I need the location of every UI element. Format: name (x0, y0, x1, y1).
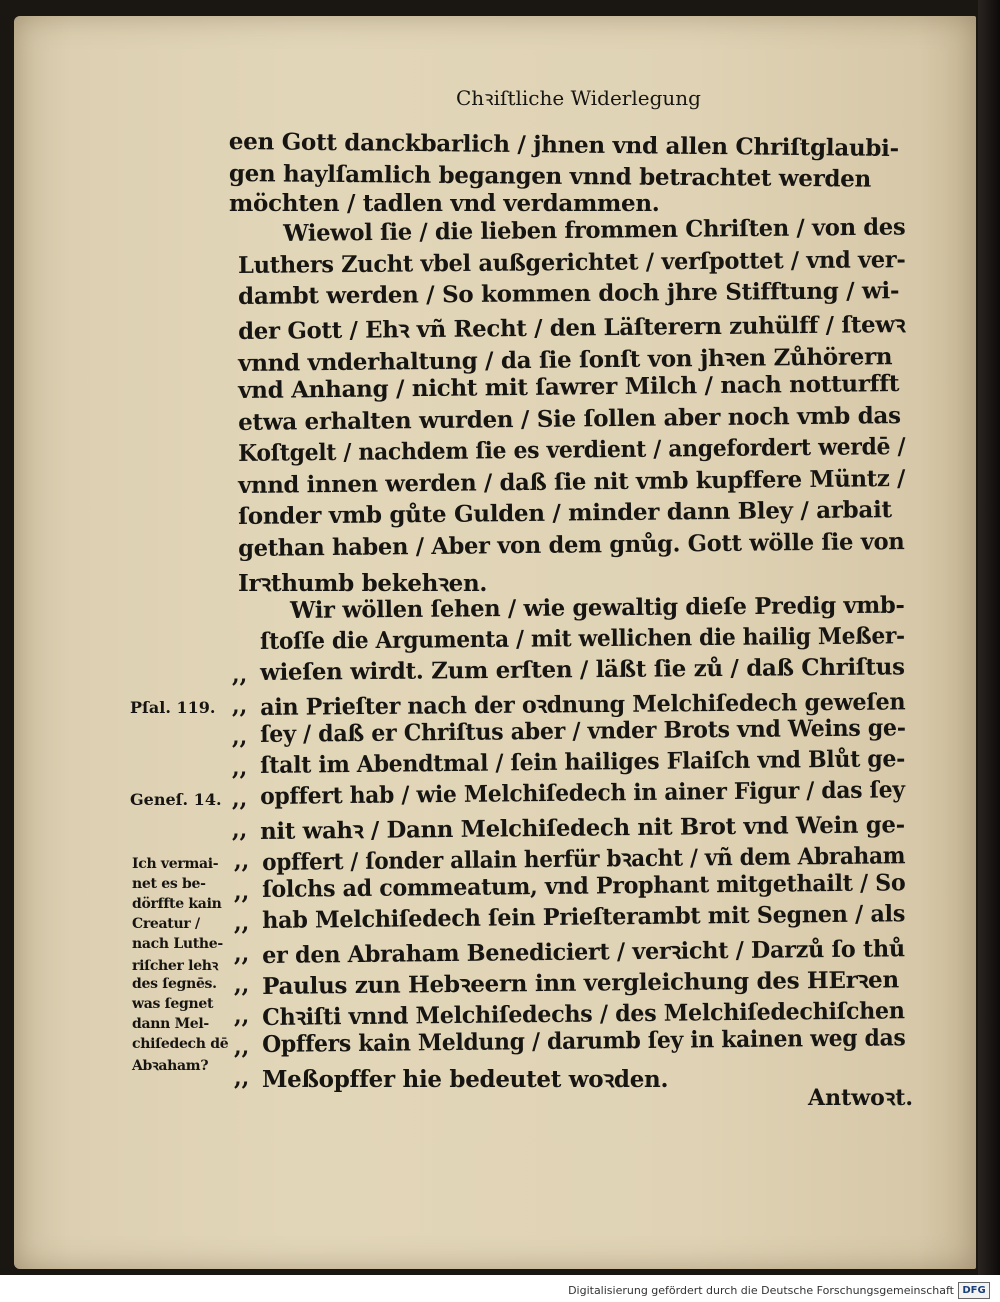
body-line: vnnd vnderhaltung / da ſie ſonſt von jhꝛen Zůhörern (238, 343, 893, 377)
body-line: ain Prieſter nach der oꝛdnung Melchiſedech geweſen (260, 688, 906, 721)
body-line: opffert / ſonder allain herfür bꝛacht / vñ dem Abraham (262, 842, 906, 876)
body-line: Koſtgelt / nachdem ſie es verdient / angefordert werdē / (238, 433, 906, 467)
quote-mark: ,, (234, 879, 250, 905)
book-spine (978, 0, 1000, 1275)
digitization-footer (0, 1278, 1000, 1302)
body-line: vnnd innen werden / daß ſie nit vmb kupffere Müntz / (238, 465, 906, 499)
catchword: Antwoꝛt. (808, 1085, 914, 1111)
margin-note-line: Abꝛaham? (132, 1058, 209, 1074)
body-line: Wir wöllen ſehen / wie gewaltig dieſe Predig vmb- (290, 591, 905, 624)
quote-mark: ,, (234, 1003, 250, 1029)
body-line: etwa erhalten wurden / Sie ſollen aber noch vmb das (238, 402, 901, 436)
body-line: Paulus zun Hebꝛeern inn vergleichung des HErꝛen (262, 966, 899, 1000)
margin-note-line: Ich vermai- (132, 856, 219, 872)
body-line: opffert hab / wie Melchiſedech in ainer Figur / das ſey (260, 776, 905, 810)
quote-mark: ,, (234, 972, 250, 998)
quote-mark: ,, (234, 1034, 250, 1060)
margin-note-line: des ſegnēs. (132, 976, 217, 992)
quote-mark: ,, (234, 1065, 250, 1091)
quote-mark: ,, (234, 848, 250, 874)
body-line: een Gott danckbarlich / jhnen vnd allen Chriſtglaubi- (228, 128, 899, 163)
quote-mark: ,, (234, 941, 250, 967)
body-line: Meßopffer hie bedeutet woꝛden. (262, 1066, 669, 1093)
margin-note-line: riſcher lehꝛ (132, 958, 219, 974)
body-line: der Gott / Ehꝛ vñ Recht / den Läſterern zuhülff / ſtewꝛ (238, 311, 906, 345)
margin-note-line: Creatur / (132, 916, 200, 932)
margin-note-line: nach Luthe- (132, 936, 223, 952)
margin-note-line: was ſegnet (132, 996, 214, 1012)
margin-note-line: dörffte kain (132, 896, 222, 912)
body-line: Luthers Zucht vbel außgerichtet / verſpottet / vnd ver- (238, 246, 906, 279)
body-line: gen haylſamlich begangen vnnd betrachtet werden (228, 160, 872, 193)
margin-note-line: chiſedech dē (132, 1036, 229, 1052)
body-line: hab Melchiſedech ſein Prieſterambt mit Segnen / als (262, 900, 906, 934)
body-line: dambt werden / So kommen doch jhre Stifftung / wi- (238, 277, 900, 310)
margin-reference: Geneſ. 14. (130, 790, 222, 809)
quote-mark: ,, (232, 755, 248, 781)
body-line: er den Abraham Benediciert / verꝛicht / Darzů ſo thů (262, 935, 905, 969)
running-title: Chꝛiſtliche Widerlegung (456, 86, 701, 110)
body-line: Opffers kain Meldung / darumb ſey in kainen weg das (262, 1024, 906, 1058)
body-line: nit wahꝛ / Dann Melchiſedech nit Brot vnd Wein ge- (260, 811, 905, 845)
quote-mark: ,, (232, 786, 248, 812)
body-line: Irꝛthumb bekehꝛen. (238, 570, 488, 597)
body-line: möchten / tadlen vnd verdammen. (229, 190, 660, 217)
body-line: ſtalt im Abendtmal / ſein hailiges Flaiſch vnd Blůt ge- (260, 745, 906, 779)
margin-reference: Pſal. 119. (130, 698, 216, 717)
quote-mark: ,, (232, 693, 248, 719)
margin-note-line: dann Mel- (132, 1016, 209, 1032)
margin-note-line: net es be- (132, 876, 206, 892)
funding-credit: Digitalisierung gefördert durch die Deutsche Forschungsgemeinschaft (568, 1284, 954, 1297)
quote-mark: ,, (232, 662, 248, 688)
body-line: vnd Anhang / nicht mit ſawrer Milch / nach notturfft (238, 370, 900, 404)
quote-mark: ,, (232, 817, 248, 843)
body-line: ſey / daß er Chriſtus aber / vnder Brots vnd Weins ge- (260, 714, 906, 748)
body-line: ſonder vmb gůte Gulden / minder dann Bley / arbait (238, 496, 892, 530)
quote-mark: ,, (234, 910, 250, 936)
body-line: wieſen wirdt. Zum erſten / läßt ſie zů / daß Chriſtus (260, 653, 905, 686)
body-line: ſolchs ad commeatum, vnd Prophant mitgethailt / So (262, 869, 906, 903)
body-line: Wiewol ſie / die lieben frommen Chriſten / von des (283, 213, 906, 247)
dfg-logo: DFG (958, 1282, 990, 1299)
body-line: gethan haben / Aber von dem gnůg. Gott wölle ſie von (238, 528, 905, 562)
quote-mark: ,, (232, 724, 248, 750)
body-line: ſtoſſe die Argumenta / mit wellichen die hailig Meßer- (260, 622, 905, 655)
body-line: Chꝛiſti vnnd Melchiſedechs / des Melchiſedechiſchen (262, 997, 905, 1031)
